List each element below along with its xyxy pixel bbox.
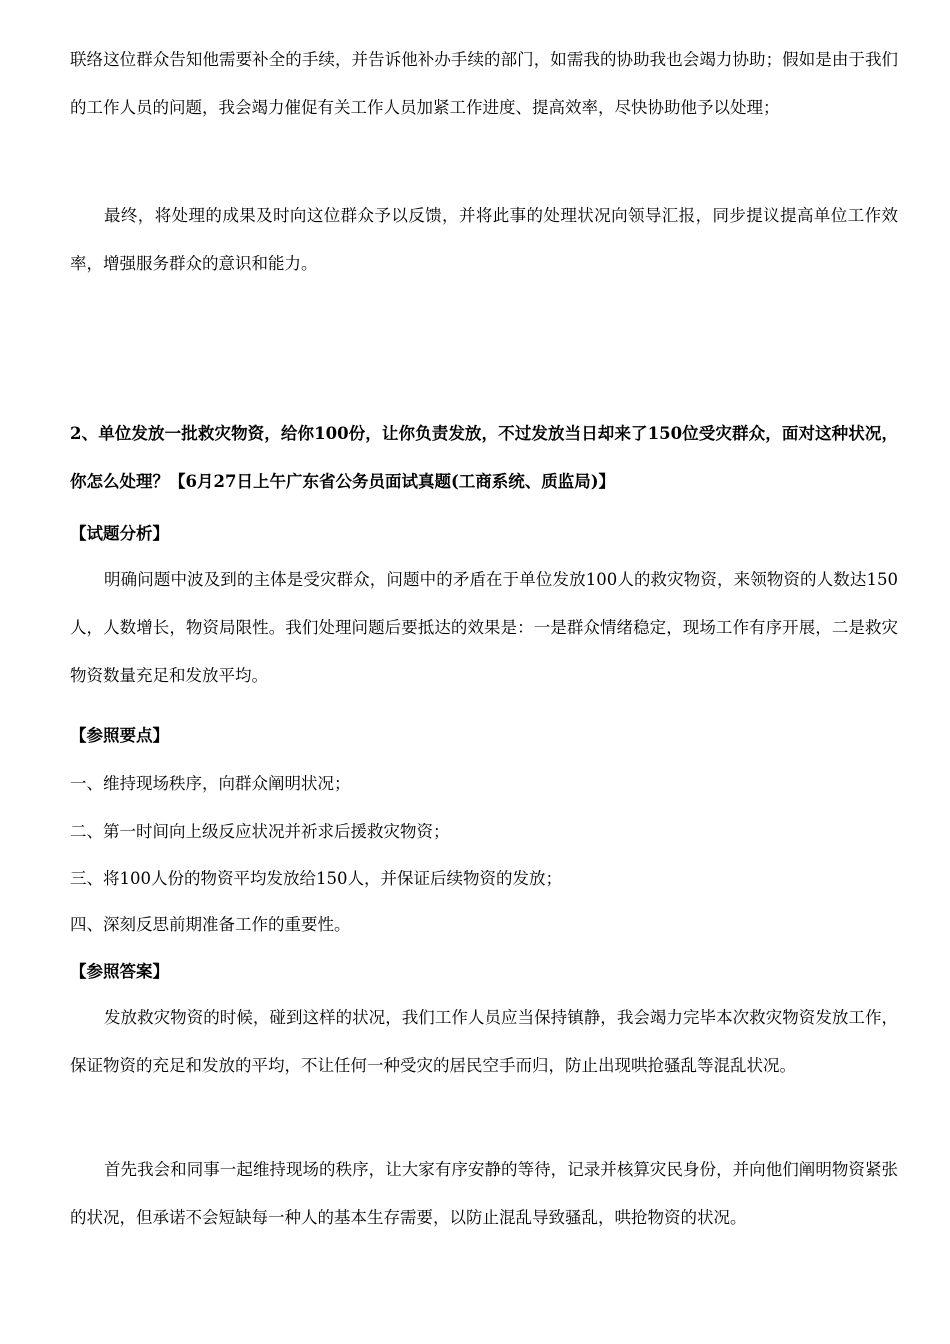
answer-paragraph-2: 首先我会和同事一起维持现场的秩序，让大家有序安静的等待，记录并核算灾民身份，并向他们阐明物资紧张的状况，但承诺不会短缺每一种人的基本生存需要，以防止混乱导致骚乱，哄抢物资的状况。 <box>70 1160 898 1227</box>
answer-heading: 【参照答案】 <box>70 962 169 981</box>
key-points-heading: 【参照要点】 <box>70 726 169 745</box>
paragraph-feedback: 最终，将处理的成果及时向这位群众予以反馈，并将此事的处理状况向领导汇报，同步提议提高单位工作效率，增强服务群众的意识和能力。 <box>70 206 898 273</box>
key-point-item: 二、第一时间向上级反应状况并祈求后援救灾物资； <box>70 822 450 841</box>
question-title: 2、单位发放一批救灾物资，给你100份，让你负责发放，不过发放当日却来了150位受灾群众，面对这种状况，你怎么处理？【6月27日上午广东省公务员面试真题(工商系统、质监局)】 <box>70 424 898 491</box>
key-point-item: 三、将100人份的物资平均发放给150人，并保证后续物资的发放； <box>70 869 562 888</box>
analysis-heading: 【试题分析】 <box>70 524 169 543</box>
analysis-paragraph: 明确问题中波及到的主体是受灾群众，问题中的矛盾在于单位发放100人的救灾物资，来领物资的人数达150人，人数增长，物资局限性。我们处理问题后要抵达的效果是：一是群众情绪稳定，现场工作有序开展，二是救灾物资数量充足和发放平均。 <box>70 570 898 685</box>
paragraph-contact-masses: 联络这位群众告知他需要补全的手续，并告诉他补办手续的部门，如需我的协助我也会竭力协助；假如是由于我们的工作人员的问题，我会竭力催促有关工作人员加紧工作进度、提高效率，尽快协助他予以处理； <box>70 50 898 117</box>
key-point-item: 四、深刻反思前期准备工作的重要性。 <box>70 915 351 934</box>
answer-paragraph-1: 发放救灾物资的时候，碰到这样的状况，我们工作人员应当保持镇静，我会竭力完毕本次救灾物资发放工作，保证物资的充足和发放的平均，不让任何一种受灾的居民空手而归，防止出现哄抢骚乱等混乱状况。 <box>70 1008 898 1075</box>
key-point-item: 一、维持现场秩序，向群众阐明状况； <box>70 774 351 793</box>
